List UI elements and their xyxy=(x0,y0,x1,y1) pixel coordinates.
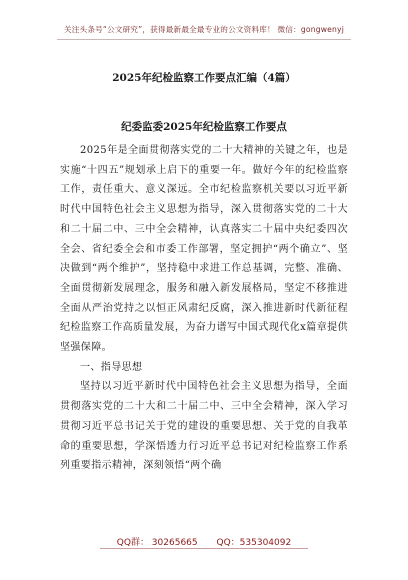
footer-contacts xyxy=(0,535,408,548)
footer-qq: QQ：535304092 xyxy=(216,538,292,548)
footer-underline xyxy=(100,548,308,549)
document-title: 2025年纪检监察工作要点汇编（4篇） xyxy=(112,72,296,84)
heading-guiding-thought: 一、指导思想 xyxy=(80,361,143,373)
section-title: 纪委监委2025年纪检监察工作要点 xyxy=(121,121,287,133)
body-paragraph-1: 2025年是全面贯彻落实党的二十大精神的关键之年，也是实施“十四五”规划承上启下的重要一年。做好今年的纪检监察工作，责任重大、意义深远。全市纪检监察机关要以习近平新时代中国特色社会主义思想为指导，深入贯彻落实党的二十大和二十届二中、三中全会精神，认真落实二十届中央纪委四次全会、省纪委全会和市委工作部署，坚定拥护“两个确立”、坚决做到“两个维护”，坚持稳中求进工作总基调，完整、准确、全面贯彻新发展理念，服务和融入新发展格局，坚定不移推进全面从严治党持之以恒正风肃纪反腐，深入推进新时代新征程纪检监察工作高质量发展，为奋力谱写中国式现代化x篇章提供坚强保障。 xyxy=(60,145,348,354)
banner-divider xyxy=(57,39,351,40)
top-banner: 关注头条号“公文研究”，获得最新最全最专业的公文资料库！ 微信：gongwenyj xyxy=(63,25,345,34)
document-body xyxy=(60,141,348,476)
body-paragraph-2: 坚持以习近平新时代中国特色社会主义思想为指导，全面贯彻落实党的二十大和二十届二中、三中全会精神，深入学习贯彻习近平总书记关于党的建设的重要思想、关于党的自我革命的重要思想，学深悟透力行习近平总书记对纪检监察工作系列重要指示精神，深刻领悟“两个确 xyxy=(60,381,348,472)
footer-qq-group: QQ群： 30265665 xyxy=(116,538,198,548)
